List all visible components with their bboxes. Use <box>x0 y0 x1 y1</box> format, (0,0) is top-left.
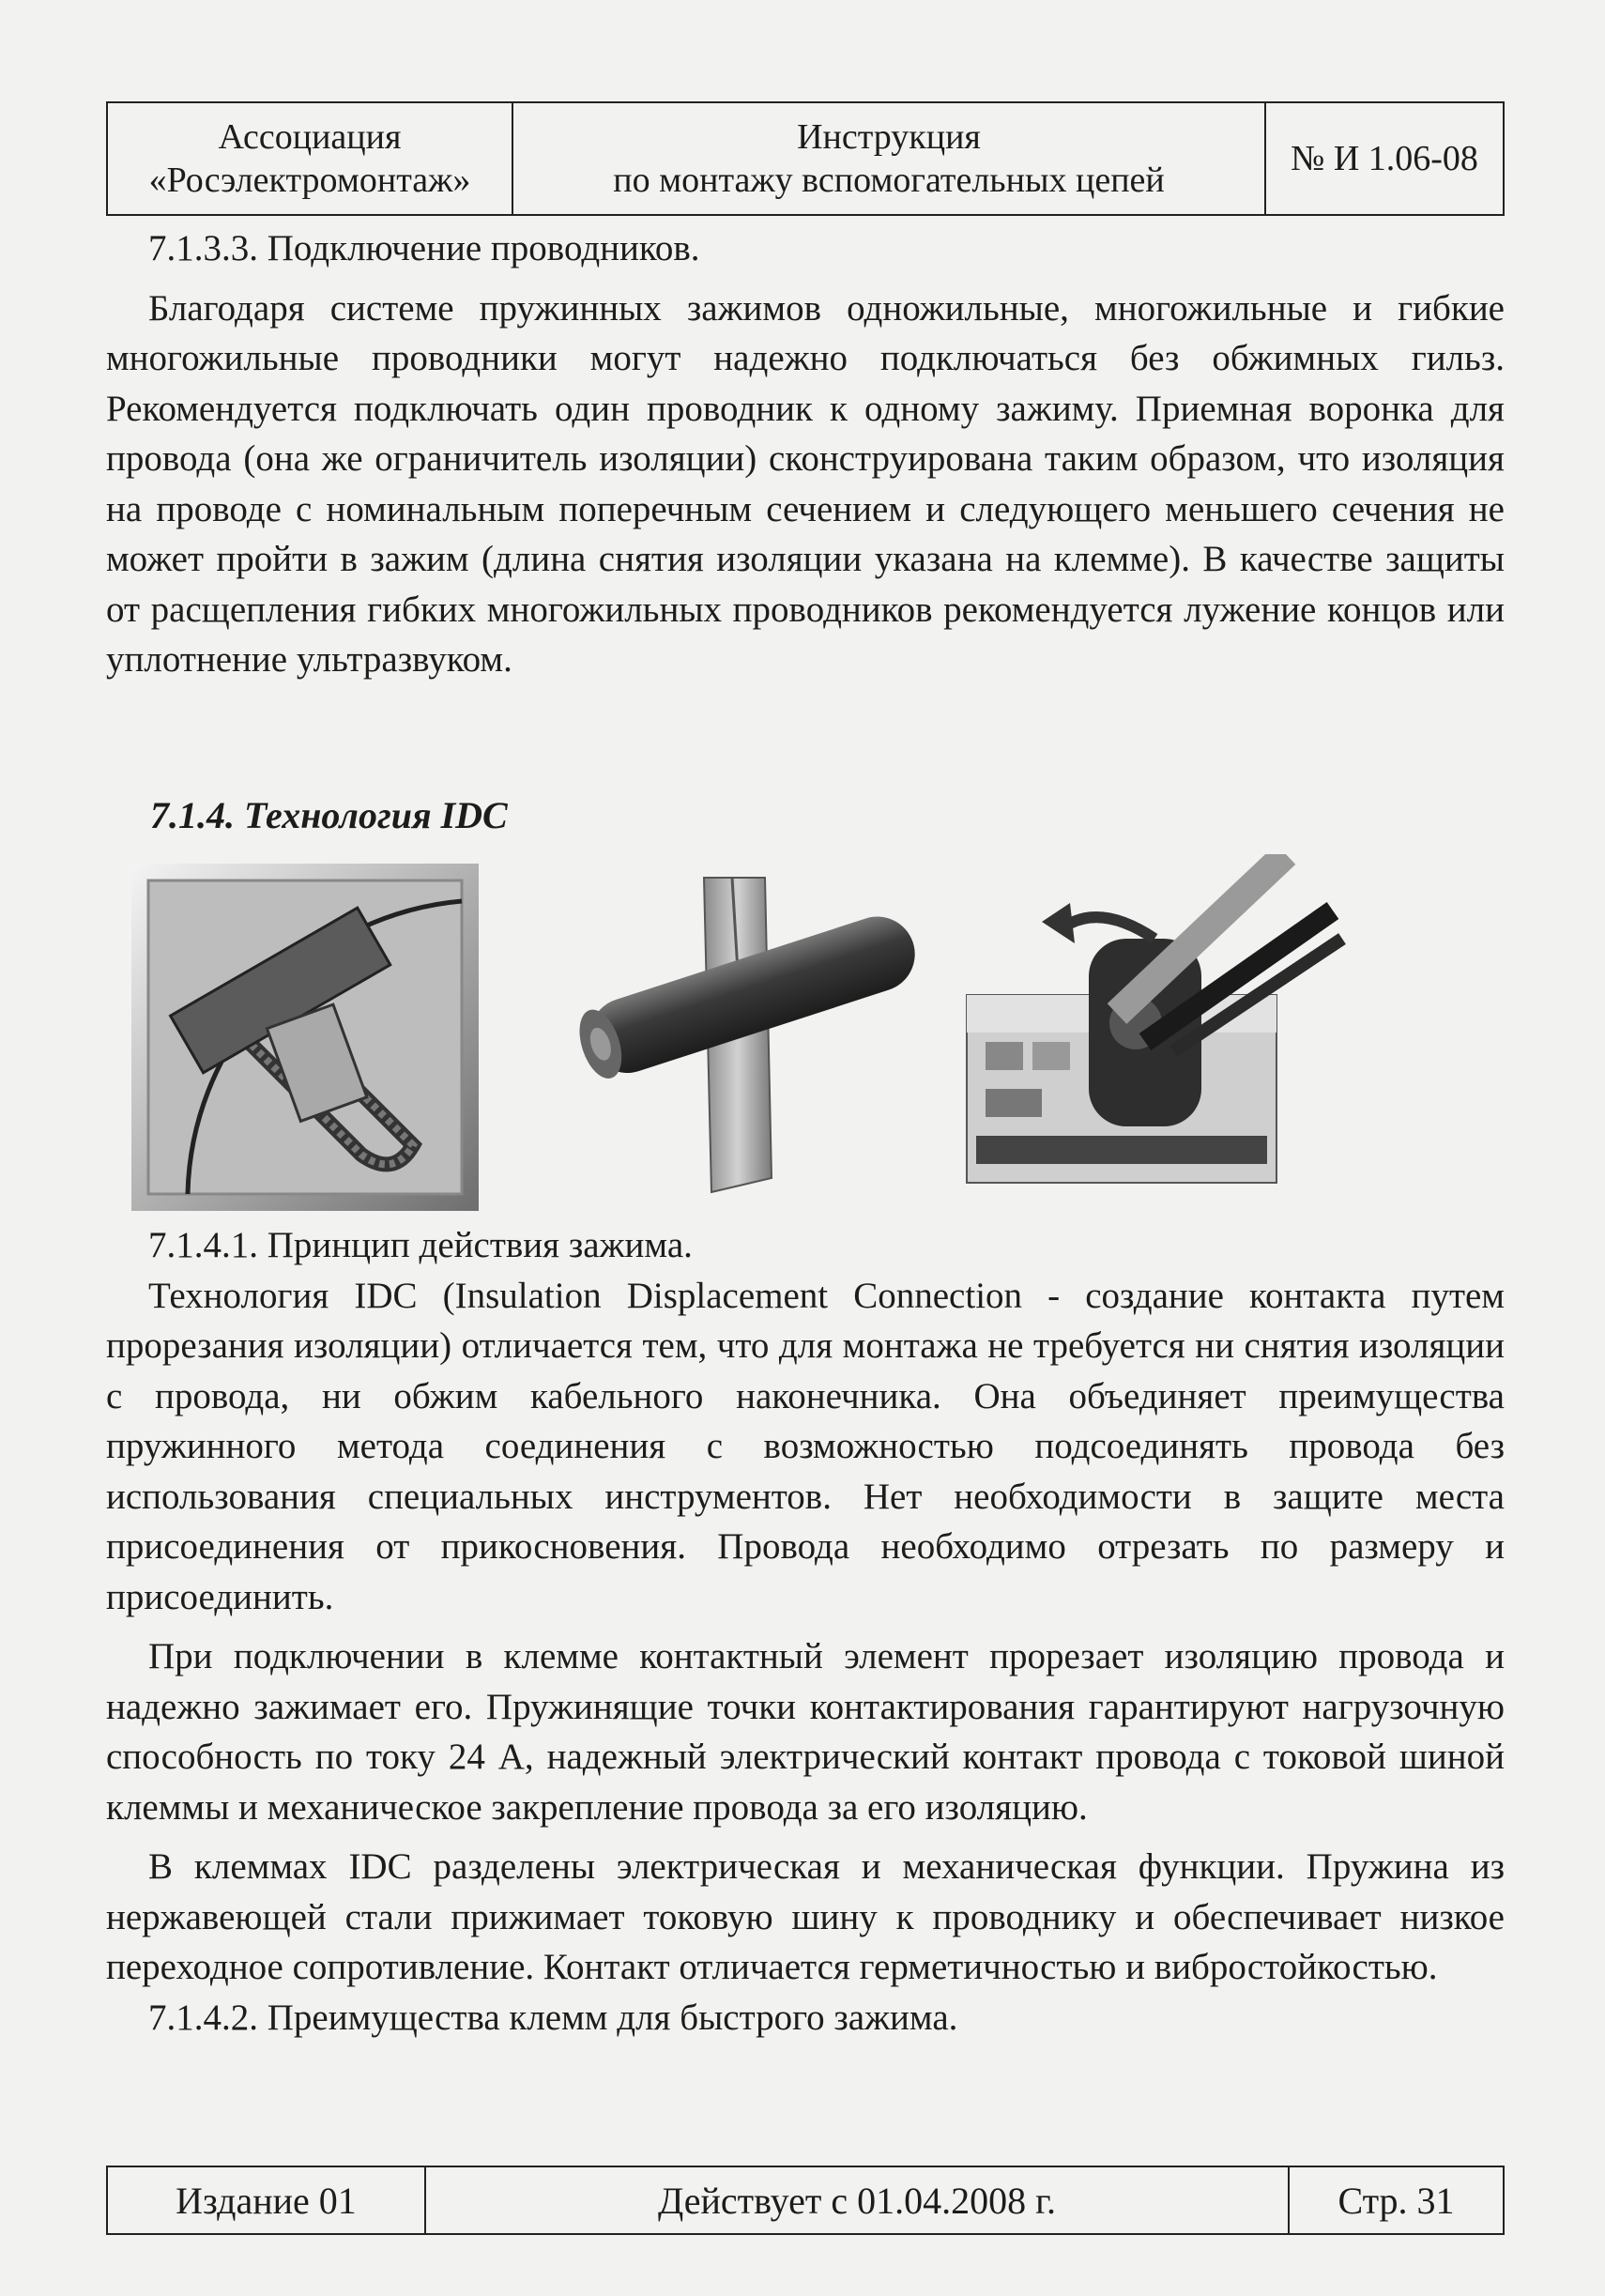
section-conductor-connection <box>106 223 1505 685</box>
footer-edition: Издание 01 <box>107 2166 425 2234</box>
section-idc-technology <box>106 1220 1505 2043</box>
title-line-1: Инструкция <box>797 117 981 157</box>
header-organization <box>107 102 512 215</box>
header-title <box>512 102 1265 215</box>
header-table <box>106 101 1505 216</box>
terminal-block-icon <box>957 854 1352 1211</box>
idc-principle-icon <box>131 864 479 1211</box>
section-heading: 7.1.4. Технология IDC <box>150 794 508 836</box>
wire-in-blade-icon <box>563 868 939 1197</box>
paragraph: Благодаря системе пружинных зажимов одножильные, многожильные и гибкие многожильные проводники могут надежно подключаться без обжимных гильз. Рекомендуется подключать один проводник к одному зажиму. Приемная воронка для провода (она же ограничитель изоляции) сконструирована таким образом, что изоляция на проводе с номинальным поперечным сечением и следующего меньшего сечения не может пройти в зажим (длина снятия изоляции указана на клемме). В качестве защиты от расщепления гибких многожильных проводников рекомендуется лужение концов или уплотнение ультразвуком. <box>106 287 1505 680</box>
subsection-title: 7.1.4.2. Преимущества клемм для быстрого зажима. <box>148 1997 958 2038</box>
footer-table <box>106 2166 1505 2235</box>
title-line-2: по монтажу вспомогательных цепей <box>613 161 1165 200</box>
header-doc-number: № И 1.06-08 <box>1265 102 1504 215</box>
paragraph: В клеммах IDC разделены электрическая и механическая функции. Пружина из нержавеющей стали прижимает токовую шину к проводнику и обеспечивает низкое переходное сопротивление. Контакт отличается герметичностью и вибростойкостью. <box>106 1846 1505 1987</box>
org-line-1: Ассоциация <box>218 117 402 157</box>
subsection-title: 7.1.4.1. Принцип действия зажима. <box>148 1225 693 1265</box>
footer-valid-from: Действует с 01.04.2008 г. <box>425 2166 1289 2234</box>
org-line-2: «Росэлектромонтаж» <box>148 161 471 200</box>
footer-page-number: Стр. 31 <box>1289 2166 1504 2234</box>
paragraph: При подключении в клемме контактный элемент прорезает изоляцию провода и надежно зажимает его. Пружинящие точки контактирования гарантируют нагрузочную способность по току 24 А, надежный электрический контакт провода с токовой шиной клеммы и механическое закрепление провода за его изоляцию. <box>106 1636 1505 1828</box>
subsection-title: 7.1.3.3. Подключение проводников. <box>148 228 700 268</box>
paragraph: Технология IDC (Insulation Displacement Connection - создание контакта путем прорезания изоляции) отличается тем, что для монтажа не требуется ни снятия изоляции с провода, ни обжим кабельного наконечника. Она объединяет преимущества пружинного метода соединения с возможностью подсоединять провода без использования специальных инструментов. Нет необходимости в защите места присоединения от прикосновения. Провода необходимо отрезать по размеру и присоединить. <box>106 1275 1505 1617</box>
